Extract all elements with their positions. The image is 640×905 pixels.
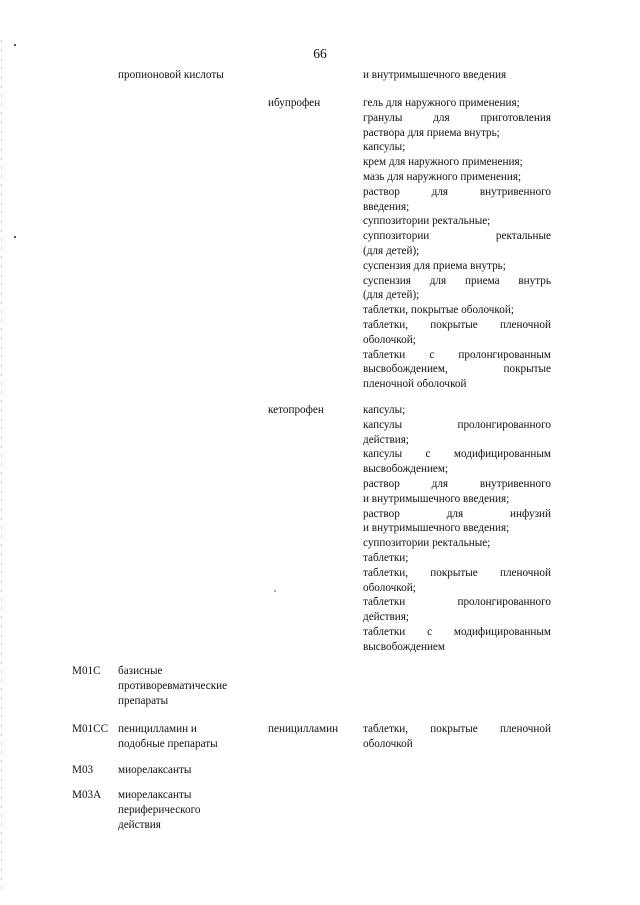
dosage-form-line: действия; <box>363 611 410 624</box>
group-line: противоревматические <box>118 679 228 692</box>
dosage-form-line: высвобождением, покрытые <box>363 363 551 376</box>
dosage-form-line: высвобождением; <box>363 463 449 476</box>
group-line: препараты <box>118 694 169 707</box>
dosage-form-line: гель для наружного применения; <box>363 97 520 109</box>
dosage-form-line: раствор для внутривенного <box>363 477 551 490</box>
dosage-form-line: оболочкой; <box>363 333 416 346</box>
atc-code-cell: M01C <box>72 665 101 677</box>
dosage-form-line: (для детей); <box>363 244 420 257</box>
page-number: 66 <box>313 46 327 61</box>
dosage-form-line: капсулы с модифицированным <box>363 448 551 461</box>
dosage-form-line: суспензия для приема внутрь; <box>363 259 506 272</box>
dosage-forms-cell <box>363 722 551 752</box>
dosage-forms-cell <box>363 68 551 83</box>
scan-edge-artifact <box>1 40 2 890</box>
dosage-form-line: оболочкой; <box>363 581 416 594</box>
group-cell <box>118 763 258 778</box>
dosage-form-line: таблетки, покрытые пленочной <box>363 566 551 579</box>
scan-speck <box>14 236 16 238</box>
group-line: миорелаксанты <box>118 789 192 801</box>
dosage-form-line: раствор для инфузий <box>363 507 551 520</box>
dosage-form-line: и внутримышечного введения; <box>363 522 510 535</box>
dosage-form-line: капсулы; <box>363 141 406 154</box>
atc-code-cell: M03 <box>72 764 94 776</box>
dosage-form-line: суспензия для приема внутрь <box>363 274 551 287</box>
dosage-forms-cell <box>363 96 551 392</box>
dosage-form-line: капсулы; <box>363 404 406 416</box>
dosage-form-line: таблетки с пролонгированным <box>363 348 551 361</box>
dosage-form-line: суппозитории ректальные; <box>363 537 491 550</box>
dosage-form-line: таблетки, покрытые оболочкой; <box>363 304 514 317</box>
atc-code-cell: M03A <box>72 789 102 801</box>
dosage-form-line: действия; <box>363 433 410 446</box>
group-line: пропионовой кислоты <box>118 69 224 81</box>
substance-cell: ибупрофен <box>268 97 321 109</box>
substance-cell: кетопрофен <box>268 404 324 416</box>
substance-cell: пеницилламин <box>268 723 339 735</box>
dosage-form-line: крем для наружного применения; <box>363 156 523 169</box>
dosage-form-line: раствора для приема внутрь; <box>363 126 500 139</box>
atc-code-cell: M01CC <box>72 723 109 735</box>
group-line: действия <box>118 818 161 831</box>
dosage-form-line: таблетки, покрытые пленочной <box>363 723 551 735</box>
dosage-form-line: высвобождением <box>363 640 445 653</box>
group-line: миорелаксанты <box>118 764 192 776</box>
dosage-form-line: таблетки пролонгированного <box>363 596 551 609</box>
dosage-form-line: суппозитории ректальные <box>363 230 551 243</box>
dosage-form-line: гранулы для приготовления <box>363 111 551 124</box>
dosage-form-line: таблетки; <box>363 551 409 564</box>
group-line: пеницилламин и <box>118 723 197 735</box>
dosage-form-line: суппозитории ректальные; <box>363 215 491 228</box>
group-line: базисные <box>118 665 163 677</box>
dosage-form-line: (для детей); <box>363 289 420 302</box>
dosage-form-line: оболочкой <box>363 737 413 750</box>
group-cell <box>118 722 258 752</box>
group-cell <box>118 68 258 83</box>
dosage-form-line: раствор для внутривенного <box>363 185 551 198</box>
dosage-form-line: и внутримышечного введения; <box>363 492 510 505</box>
dosage-form-line: и внутримышечного введения <box>363 69 507 81</box>
dosage-form-line: введения; <box>363 200 410 213</box>
group-cell <box>118 788 258 832</box>
dosage-forms-cell <box>363 403 551 655</box>
dosage-form-line: мазь для наружного применения; <box>363 170 522 183</box>
group-line: подобные препараты <box>118 737 218 750</box>
dosage-form-line: пленочной оболочкой <box>363 378 467 391</box>
group-cell <box>118 664 258 708</box>
group-line: периферического <box>118 803 201 816</box>
scan-speck <box>274 590 276 592</box>
dosage-form-line: капсулы пролонгированного <box>363 418 551 431</box>
dosage-form-line: таблетки, покрытые пленочной <box>363 318 551 331</box>
dosage-form-line: таблетки с модифицированным <box>363 625 551 638</box>
